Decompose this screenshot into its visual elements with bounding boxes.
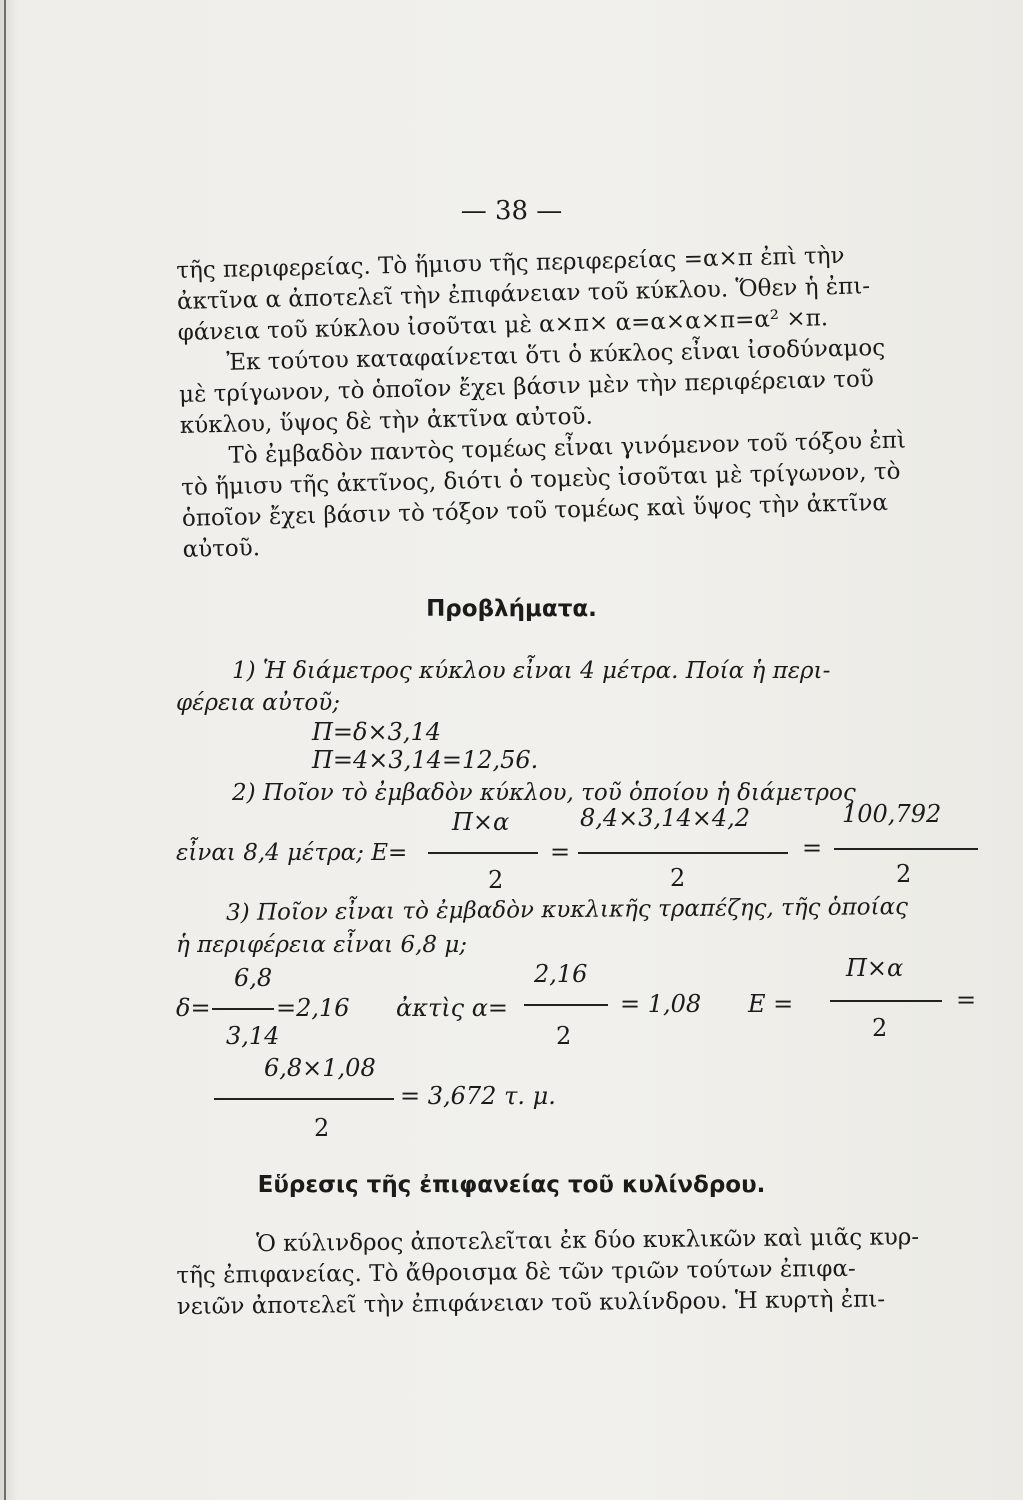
- problem3-E-den: 2: [872, 1014, 888, 1042]
- fraction-bar: [578, 852, 788, 854]
- text-line: αὐτοῦ.: [182, 535, 261, 563]
- problem1-eq1: Π=δ×3,14: [312, 718, 442, 746]
- problem1-line1: 1) Ἡ διάμετρος κύκλου εἶναι 4 μέτρα. Ποία ἡ περι-: [232, 658, 831, 684]
- problem3-line2: ἡ περιφέρεια εἶναι 6,8 μ;: [176, 932, 468, 958]
- problems-heading: Προβλήματα.: [426, 596, 597, 622]
- text-line: τῆς περιφερείας. Τὸ ἥμισυ τῆς περιφερείας =α×π ἐπὶ τὴν: [176, 242, 845, 284]
- page-number: — 38 —: [460, 196, 563, 226]
- text-line: τῆς ἐπιφανείας. Τὸ ἄθροισμα δὲ τῶν τριῶν τούτων ἐπιφα-: [176, 1255, 856, 1289]
- problem2-lead: εἶναι 8,4 μέτρα; Ε=: [176, 840, 408, 866]
- problem3-line1: 3) Ποῖον εἶναι τὸ ἐμβαδὸν κυκλικῆς τραπέζης, τῆς ὁποίας: [226, 894, 909, 926]
- problem2-eqsign2: =: [802, 834, 823, 862]
- problem3-radius-label: ἀκτὶς α=: [396, 994, 509, 1022]
- problem2-line1: 2) Ποῖον τὸ ἐμβαδὸν κύκλου, τοῦ ὁποίου ἡ διάμετρος: [232, 780, 856, 806]
- problem3-E-num: Π×α: [846, 954, 904, 982]
- problem3-d-lead: δ=: [176, 994, 211, 1022]
- problem3-E-lead: Ε =: [748, 990, 794, 1018]
- intro-paragraph: [176, 238, 983, 566]
- problem2-eqsign1: =: [550, 838, 571, 866]
- text-line: κύκλου, ὕψος δὲ τὴν ἀκτῖνα αὐτοῦ.: [179, 403, 594, 439]
- problem1-line2: φέρεια αὐτοῦ;: [176, 690, 340, 716]
- problem3-d-result: =2,16: [276, 994, 350, 1022]
- fraction-bar: [428, 852, 538, 854]
- text-line: φάνεια τοῦ κύκλου ἰσοῦται μὲ α×π× α=α×α×π=α² ×π.: [177, 305, 829, 346]
- cylinder-heading: Εὕρεσις τῆς ἐπιφανείας τοῦ κυλίνδρου.: [257, 1172, 766, 1198]
- text-line: Τὸ ἐμβαδὸν παντὸς τομέως εἶναι γινόμενον τοῦ τόξου ἐπὶ: [228, 427, 907, 469]
- problem2-den1: 2: [488, 866, 504, 894]
- fraction-bar: [524, 1004, 608, 1006]
- fraction-bar: [212, 1008, 274, 1010]
- fraction-bar: [834, 848, 978, 850]
- problem2-den2: 2: [670, 864, 686, 892]
- text-line: Ἐκ τούτου καταφαίνεται ὅτι ὁ κύκλος εἶναι ἰσοδύναμος: [226, 334, 886, 376]
- text-line: τὸ ἥμισυ τῆς ἀκτῖνος, διότι ὁ τομεὺς ἰσοῦται μὲ τρίγωνον, τὸ: [180, 458, 901, 501]
- problem2-num2: 8,4×3,14×4,2: [580, 804, 750, 832]
- problem2-num3: 100,792: [842, 800, 942, 828]
- text-line: νειῶν ἀποτελεῖ τὴν ἐπιφάνειαν τοῦ κυλίνδρου. Ἡ κυρτὴ ἐπι-: [176, 1286, 886, 1320]
- problem2-num1: Π×α: [452, 808, 510, 836]
- problem1-eq2: Π=4×3,14=12,56.: [312, 746, 539, 774]
- text-line: μὲ τρίγωνον, τὸ ὁποῖον ἔχει βάσιν μὲν τὴν περιφέρειαν τοῦ: [178, 366, 875, 408]
- problem3-d-den: 3,14: [226, 1022, 280, 1050]
- cylinder-paragraph: [176, 1222, 977, 1323]
- fraction-bar: [830, 1000, 942, 1002]
- text-line: ὁποῖον ἔχει βάσιν τὸ τόξον τοῦ τομέως καὶ ὕψος τὴν ἀκτῖνα: [181, 489, 889, 532]
- problem3-a-den: 2: [556, 1022, 572, 1050]
- text-line: ἀκτῖνα α ἀποτελεῖ τὴν ἐπιφάνειαν τοῦ κύκλου. Ὅθεν ἡ ἐπι-: [176, 273, 871, 315]
- problem3-d-num: 6,8: [234, 964, 273, 992]
- problem3-a-num: 2,16: [534, 960, 588, 988]
- problem2-den3: 2: [896, 860, 912, 888]
- problem3-a-result: = 1,08: [620, 990, 702, 1018]
- problem3-final-num: 6,8×1,08: [264, 1054, 376, 1082]
- problem3-final-den: 2: [314, 1114, 330, 1142]
- text-line: Ὁ κύλινδρος ἀποτελεῖται ἐκ δύο κυκλικῶν καὶ μιᾶς κυρ-: [256, 1224, 920, 1258]
- problem3-final-result: = 3,672 τ. μ.: [400, 1082, 556, 1110]
- fraction-bar: [214, 1098, 394, 1100]
- problem3-E-eq: =: [956, 986, 977, 1014]
